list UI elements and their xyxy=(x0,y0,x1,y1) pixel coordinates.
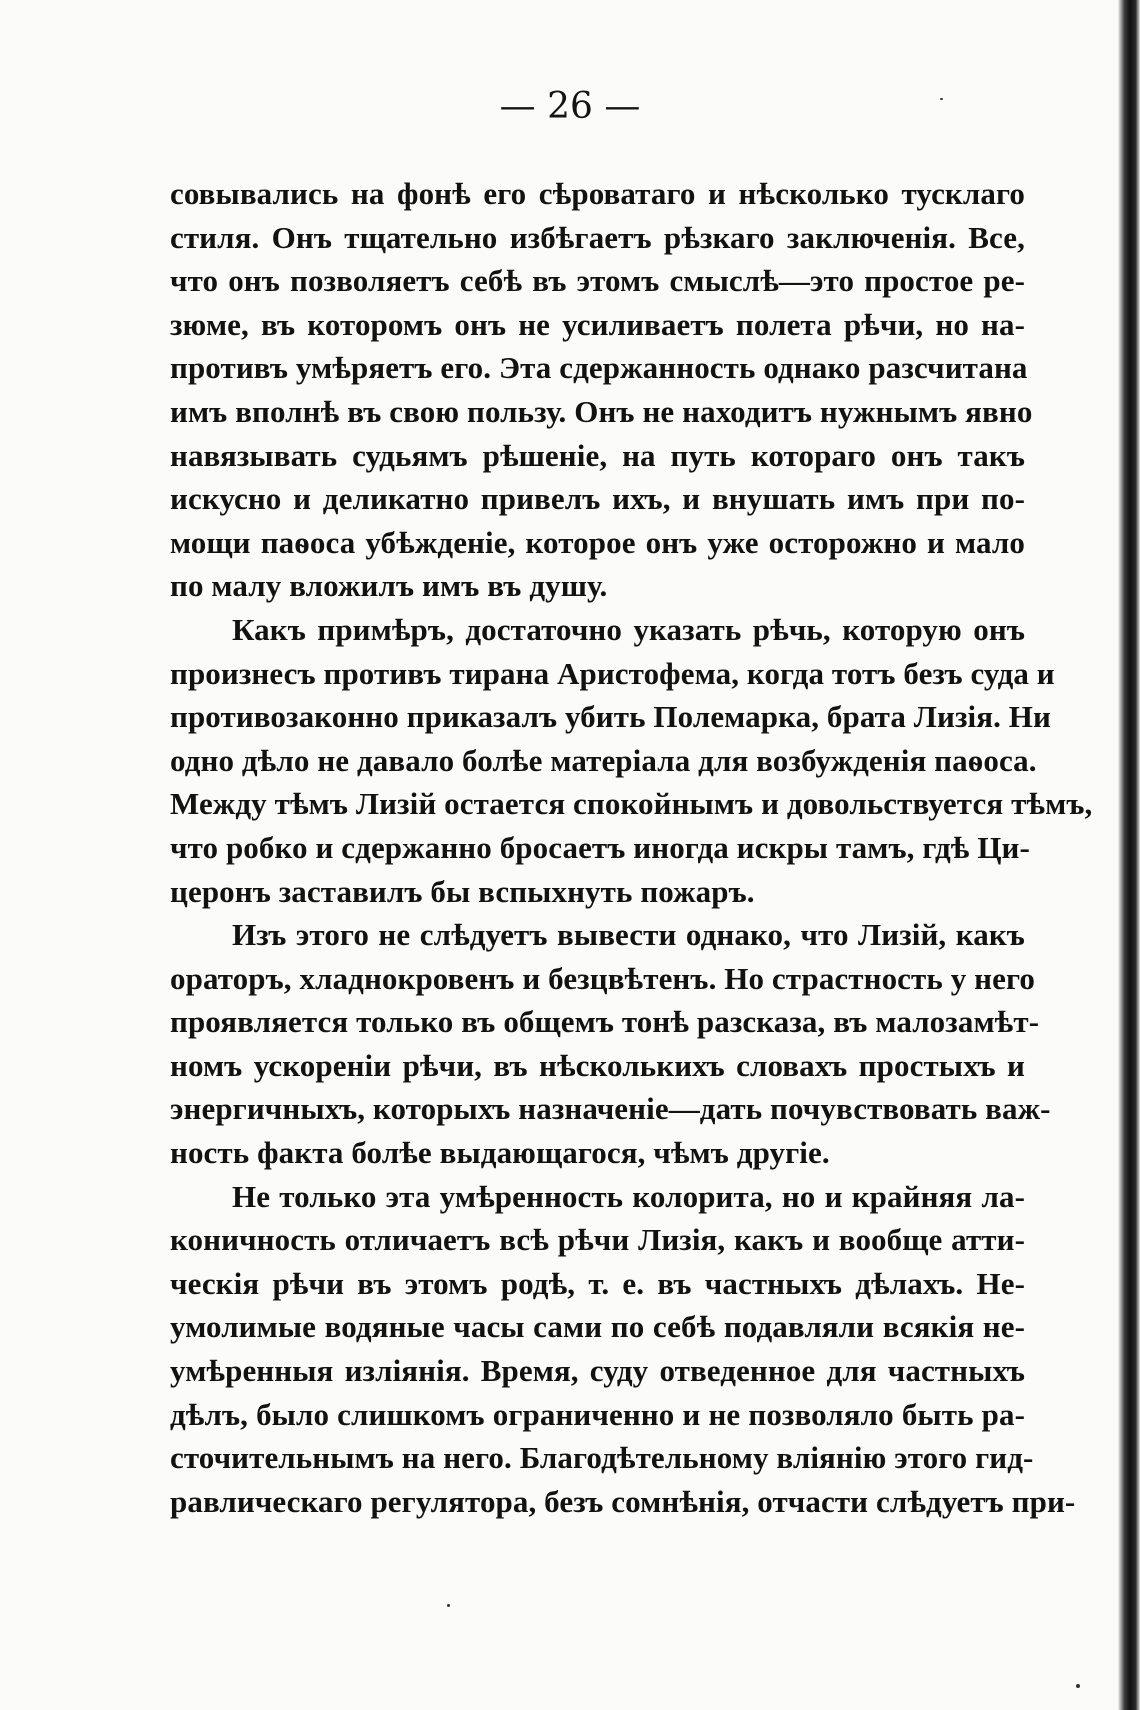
paragraph-4 xyxy=(170,1175,1076,1524)
text-line: проявляется только въ общемъ тонѣ разсказа, въ малозамѣт- xyxy=(170,1004,1040,1040)
text-line: по малу вложилъ имъ въ душу. xyxy=(170,568,608,604)
text-line: Между тѣмъ Лизій остается спокойнымъ и довольствуется тѣмъ, xyxy=(170,786,1093,822)
text-line: ность факта болѣе выдающагося, чѣмъ другіе. xyxy=(170,1135,830,1171)
text-line: равлическаго регулятора, безъ сомнѣнія, отчасти слѣдуетъ при- xyxy=(170,1483,1076,1519)
text-line: дѣлъ, было слишкомъ ограниченно и не позволяло быть ра- xyxy=(170,1396,1025,1432)
text-line: ческія рѣчи въ этомъ родѣ, т. е. въ частныхъ дѣлахъ. Не- xyxy=(170,1265,1025,1301)
body-text xyxy=(170,172,1093,1523)
text-line: энергичныхъ, которыхъ назначеніе—дать почувствовать важ- xyxy=(170,1091,1051,1127)
text-line: зюме, въ которомъ онъ не усиливаетъ полета рѣчи, но на- xyxy=(170,306,1025,342)
scan-speck xyxy=(940,98,943,100)
paragraph-2 xyxy=(170,608,1093,913)
text-line: произнесъ противъ тирана Аристофема, когда тотъ безъ суда и xyxy=(170,655,1055,691)
text-line: мощи паѳоса убѣжденіе, которое онъ уже осторожно и мало xyxy=(170,524,1025,560)
text-line: сточительнымъ на него. Благодѣтельному вліянію этого гид- xyxy=(170,1440,1034,1476)
page-binding-edge xyxy=(1118,0,1140,1710)
text-line: одно дѣло не давало болѣе матеріала для возбужденія паѳоса. xyxy=(170,742,1037,778)
scan-speck xyxy=(1076,1684,1080,1688)
text-line: совывались на фонѣ его сѣроватаго и нѣсколько тусклаго xyxy=(170,176,1025,211)
text-line: ораторъ, хладнокровенъ и безцвѣтенъ. Но страстность у него xyxy=(170,960,1035,996)
text-line: умѣренныя изліянія. Время, суду отведенное для частныхъ xyxy=(170,1353,1025,1389)
text-line: навязывать судьямъ рѣшеніе, на путь котораго онъ такъ xyxy=(170,437,1025,473)
text-line: номъ ускореніи рѣчи, въ нѣсколькихъ словахъ простыхъ и xyxy=(170,1047,1025,1083)
text-line: Какъ примѣръ, достаточно указать рѣчь, которую онъ xyxy=(232,611,1025,647)
text-line: противъ умѣряетъ его. Эта сдержанность однако разсчитана xyxy=(170,350,1028,386)
text-line: стиля. Онъ тщательно избѣгаетъ рѣзкаго заключенія. Все, xyxy=(170,219,1025,255)
page-number: — 26 — xyxy=(499,86,641,127)
text-line: коничность отличаетъ всѣ рѣчи Лизія, какъ и вообще атти- xyxy=(170,1222,1025,1258)
scan-speck xyxy=(447,1604,450,1607)
text-line: что онъ позволяетъ себѣ въ этомъ смыслѣ—это простое ре- xyxy=(170,263,1025,299)
text-line: имъ вполнѣ въ свою пользу. Онъ не находитъ нужнымъ явно xyxy=(170,393,1033,429)
paragraph-3 xyxy=(170,913,1051,1175)
text-line: что робко и сдержанно бросаетъ иногда искры тамъ, гдѣ Ци- xyxy=(170,829,1030,865)
paragraph-1 xyxy=(170,172,1033,608)
text-line: Не только эта умѣренность колорита, но и крайняя ла- xyxy=(232,1178,1025,1214)
text-line: Изъ этого не слѣдуетъ вывести однако, что Лизій, какъ xyxy=(232,917,1025,953)
text-line: искусно и деликатно привелъ ихъ, и внушать имъ при по- xyxy=(170,481,1025,517)
text-line: церонъ заставилъ бы вспыхнуть пожаръ. xyxy=(170,873,755,909)
text-line: противозаконно приказалъ убить Полемарка, брата Лизія. Ни xyxy=(170,699,1051,735)
text-line: умолимые водяные часы сами по себѣ подавляли всякія не- xyxy=(170,1309,1025,1345)
